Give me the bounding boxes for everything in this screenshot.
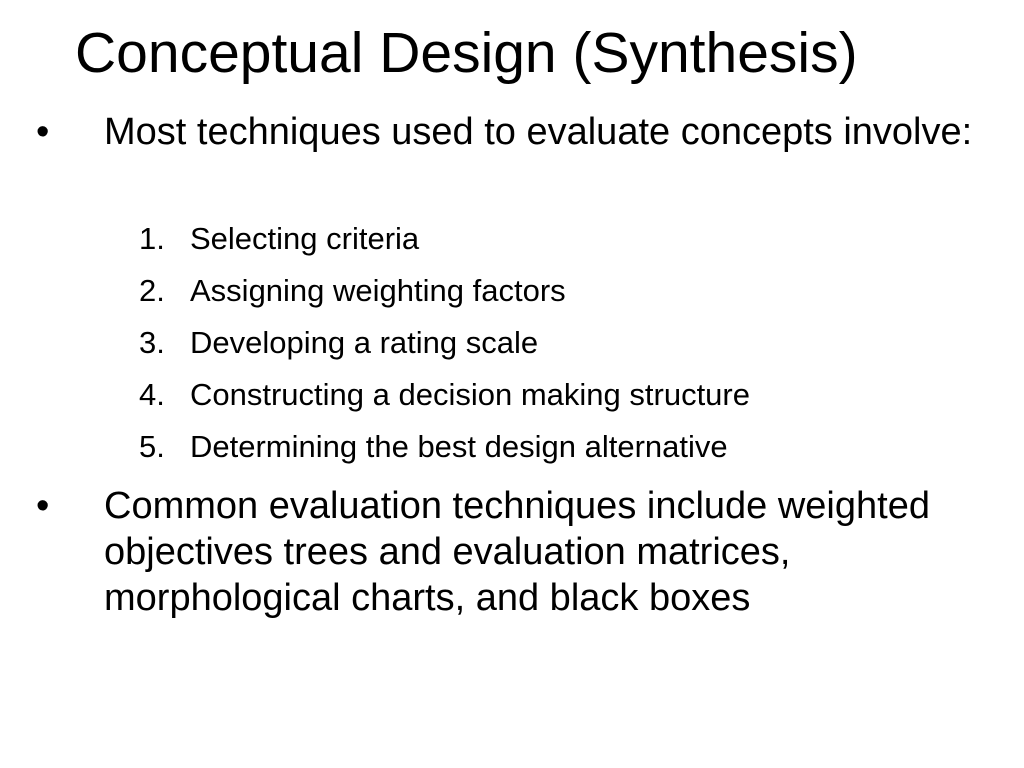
slide-title: Conceptual Design (Synthesis)	[75, 21, 858, 85]
sublist-item	[0, 213, 1024, 265]
bullet-text: Common evaluation techniques include weighted objectives trees and evaluation matrices, morphological charts, and black boxes	[104, 485, 930, 619]
sublist-item	[0, 369, 1024, 421]
sublist-item-text: Developing a rating scale	[190, 325, 539, 360]
sublist-item-text: Assigning weighting factors	[190, 273, 566, 308]
sublist-item-number: 3.	[139, 325, 165, 360]
bullet-text: Most techniques used to evaluate concepts involve:	[104, 111, 973, 153]
sublist-item-text: Selecting criteria	[190, 221, 420, 256]
sublist-item	[0, 421, 1024, 473]
bullet-marker: •	[36, 485, 50, 527]
sublist-item-number: 1.	[139, 221, 165, 256]
sublist-item	[0, 317, 1024, 369]
sublist-item-text: Constructing a decision making structure	[190, 377, 750, 412]
sublist-item-text: Determining the best design alternative	[190, 429, 728, 464]
sublist-item-number: 4.	[139, 377, 165, 412]
sublist-item	[0, 265, 1024, 317]
numbered-sublist	[0, 213, 1024, 473]
bullet-marker: •	[36, 111, 50, 153]
sublist-item-number: 5.	[139, 429, 165, 464]
sublist-item-number: 2.	[139, 273, 165, 308]
